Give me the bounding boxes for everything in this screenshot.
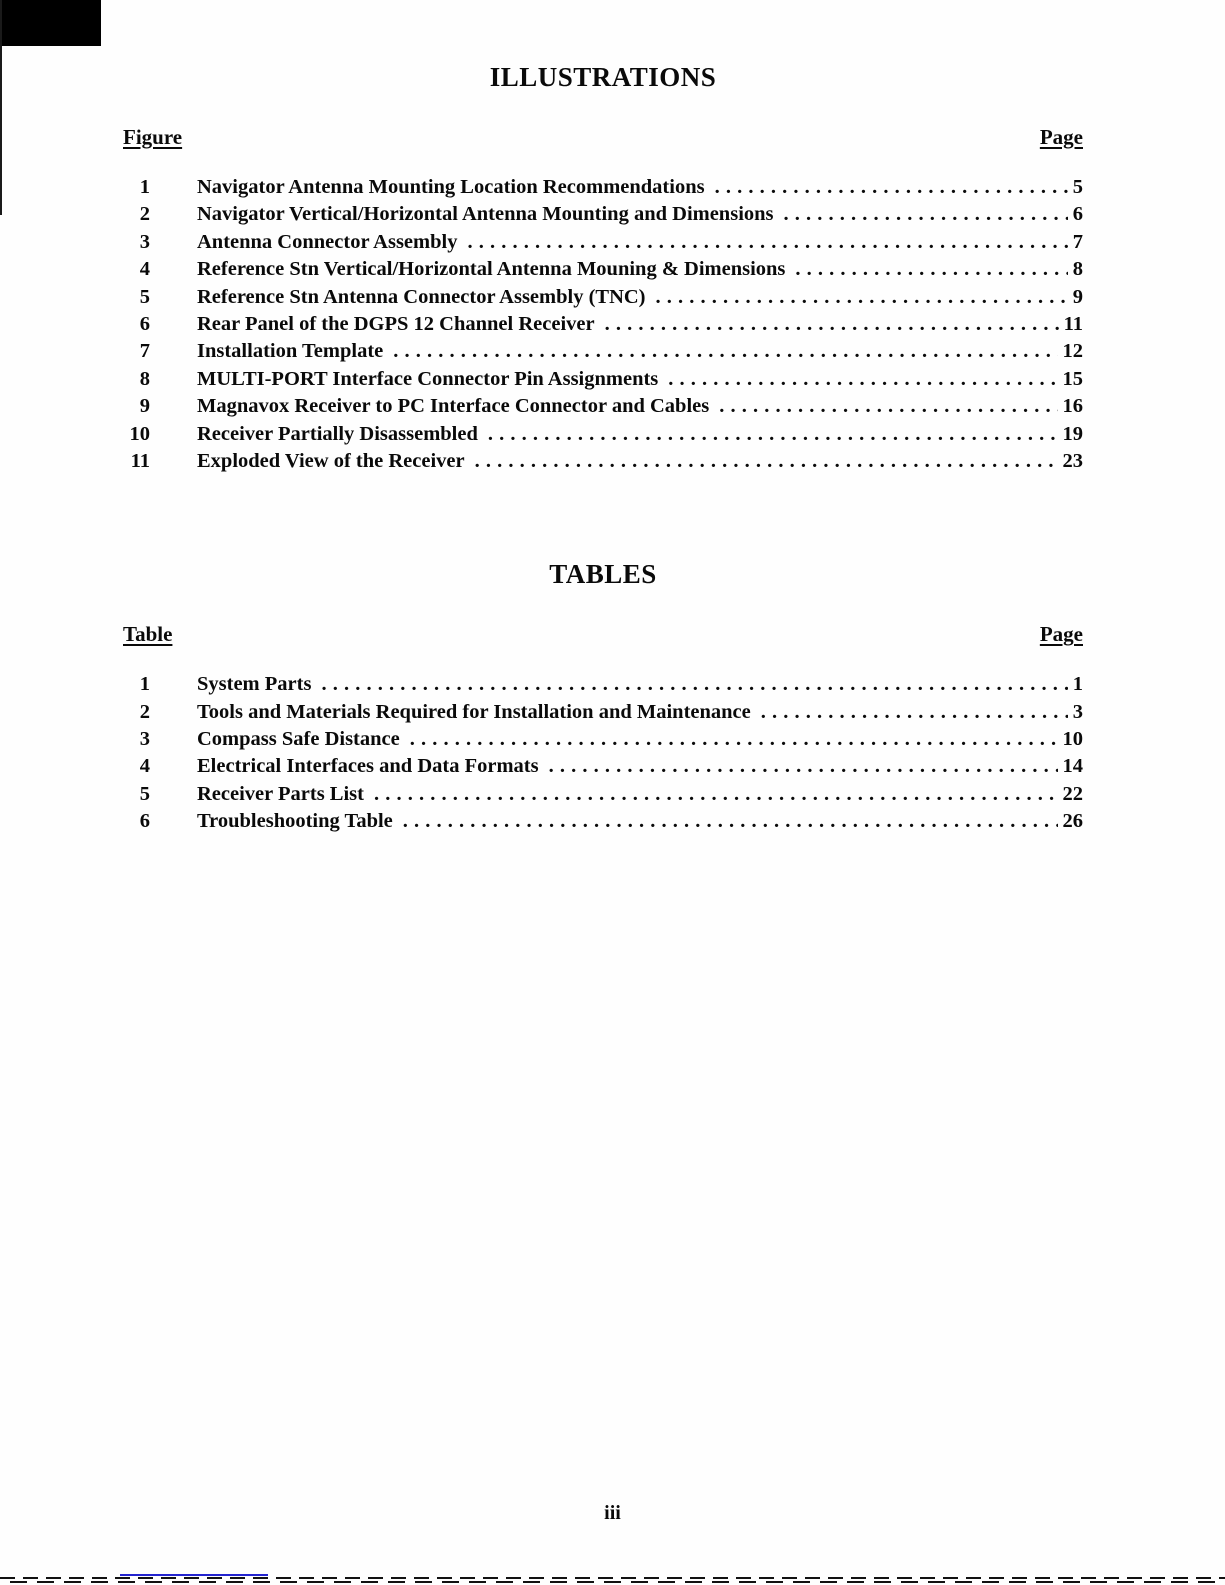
figure-title: Reference Stn Antenna Connector Assembly (TNC) <box>197 285 646 308</box>
tables-list <box>123 671 1083 835</box>
figure-number: 1 <box>139 176 150 198</box>
table-number: 2 <box>139 700 150 723</box>
page-column-header: Page <box>1039 125 1083 149</box>
table-number: 5 <box>139 782 150 805</box>
page-number: 12 <box>1062 340 1083 363</box>
toc-row <box>123 284 1083 311</box>
figure-title: Reference Stn Vertical/Horizontal Antenna Mouning & Dimensions <box>197 258 786 281</box>
dot-leader <box>467 229 1067 256</box>
page-number: 7 <box>1072 230 1083 253</box>
toc-row <box>123 366 1083 393</box>
table-title: Troubleshooting Table <box>197 810 393 833</box>
figure-number: 9 <box>139 395 150 418</box>
dot-leader <box>374 781 1058 808</box>
dot-leader <box>410 726 1058 753</box>
table-number: 1 <box>139 673 150 696</box>
illustrations-section-title: ILLUSTRATIONS <box>489 62 717 92</box>
dot-leader <box>656 284 1068 311</box>
toc-row <box>123 338 1083 365</box>
figure-title: Navigator Antenna Mounting Location Recommendations <box>197 176 705 198</box>
page-number: 15 <box>1062 367 1083 390</box>
table-number: 6 <box>139 810 150 833</box>
dot-leader <box>605 311 1059 338</box>
scan-artifact-bottom-dashed-line <box>0 1577 1225 1579</box>
figure-number: 5 <box>139 285 150 308</box>
figure-title: Rear Panel of the DGPS 12 Channel Receiver <box>197 312 595 335</box>
illustrations-column-headers <box>123 125 1083 150</box>
scan-artifact-top-left-bar <box>0 0 101 46</box>
figure-number: 2 <box>139 203 150 226</box>
tables-section-title: TABLES <box>549 559 657 590</box>
toc-row <box>123 393 1083 420</box>
toc-row <box>123 671 1083 698</box>
page-number: 3 <box>1072 700 1083 723</box>
dot-leader <box>403 808 1058 835</box>
scan-artifact-blue-underline <box>120 1574 268 1576</box>
toc-row <box>123 699 1083 726</box>
table-number: 3 <box>139 728 150 751</box>
figure-title: Receiver Partially Disassembled <box>197 422 478 445</box>
figure-number: 8 <box>139 367 150 390</box>
figure-number: 6 <box>139 312 150 335</box>
illustrations-list <box>123 174 1083 475</box>
page-number: 9 <box>1072 285 1083 308</box>
page-number: 19 <box>1062 422 1083 445</box>
figure-number: 3 <box>139 230 150 253</box>
table-number: 4 <box>139 755 150 778</box>
figure-number: 7 <box>139 340 150 363</box>
page-number: 23 <box>1062 449 1083 472</box>
toc-row <box>123 256 1083 283</box>
dot-leader <box>715 174 1068 201</box>
table-title: System Parts <box>197 673 312 696</box>
page-number: 26 <box>1062 810 1083 833</box>
page-number: 10 <box>1062 728 1083 751</box>
table-title: Compass Safe Distance <box>197 728 400 751</box>
figure-title: Antenna Connector Assembly <box>197 230 458 253</box>
table-title: Electrical Interfaces and Data Formats <box>197 755 539 778</box>
page-number: 6 <box>1072 203 1083 226</box>
figure-title: Exploded View of the Receiver <box>197 449 465 472</box>
toc-row <box>123 311 1083 338</box>
table-column-header: Table <box>123 622 173 647</box>
figure-title: Installation Template <box>197 340 384 363</box>
dot-leader <box>719 393 1057 420</box>
page-number: 16 <box>1062 395 1083 418</box>
page-column-header: Page <box>1039 622 1083 647</box>
figure-number: 11 <box>130 449 150 472</box>
figure-title: Navigator Vertical/Horizontal Antenna Mounting and Dimensions <box>197 203 774 226</box>
page-footer-number: iii <box>604 1502 621 1524</box>
dot-leader <box>475 448 1058 475</box>
figure-title: Magnavox Receiver to PC Interface Connector and Cables <box>197 395 710 418</box>
dot-leader <box>488 421 1058 448</box>
scan-artifact-bottom-dashed-line-2 <box>0 1581 1225 1583</box>
dot-leader <box>549 753 1058 780</box>
page-number: 5 <box>1072 176 1083 198</box>
toc-row <box>123 753 1083 780</box>
toc-row <box>123 448 1083 475</box>
toc-row <box>123 781 1083 808</box>
toc-row <box>123 726 1083 753</box>
toc-row <box>123 229 1083 256</box>
tables-column-headers <box>123 622 1083 647</box>
page-number: 14 <box>1062 755 1083 778</box>
figure-number: 4 <box>139 258 150 281</box>
toc-row <box>123 201 1083 228</box>
page-number: 1 <box>1072 673 1083 696</box>
scan-artifact-left-edge-line <box>0 0 2 215</box>
dot-leader <box>761 699 1068 726</box>
toc-row <box>123 421 1083 448</box>
toc-row <box>123 174 1083 201</box>
figure-column-header: Figure <box>123 125 183 149</box>
page-number: 11 <box>1063 312 1083 335</box>
dot-leader <box>795 256 1067 283</box>
dot-leader <box>393 338 1057 365</box>
dot-leader <box>668 366 1057 393</box>
figure-number: 10 <box>129 422 150 445</box>
page-number: 22 <box>1062 782 1083 805</box>
figure-title: MULTI-PORT Interface Connector Pin Assignments <box>197 367 659 390</box>
toc-row <box>123 808 1083 835</box>
page-number: 8 <box>1072 258 1083 281</box>
dot-leader <box>321 671 1067 698</box>
dot-leader <box>784 201 1068 228</box>
table-title: Receiver Parts List <box>197 782 364 805</box>
table-title: Tools and Materials Required for Installation and Maintenance <box>197 700 751 723</box>
